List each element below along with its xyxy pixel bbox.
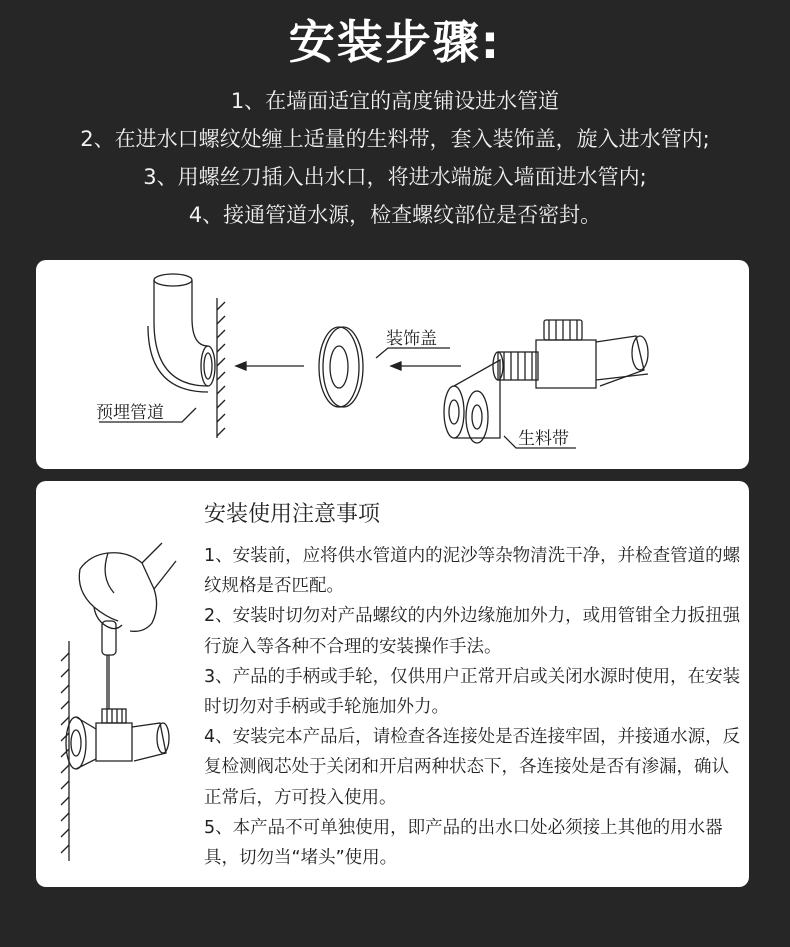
installation-diagram (36, 260, 749, 469)
precautions-panel (36, 481, 749, 887)
precaution-3: 3、产品的手柄或手轮，仅供用户正常开启或关闭水源时使用，在安装时切勿对手柄或手轮施加外力。 (204, 666, 741, 718)
page-title: 安装步骤: (288, 15, 502, 69)
step-1: 1、在墙面适宜的高度铺设进水管道 (230, 89, 560, 113)
step-2: 2、在进水口螺纹处缠上适量的生料带，套入装饰盖，旋入进水管内; (80, 127, 710, 151)
decorative-cover-icon (319, 327, 363, 407)
precaution-2: 2、安装时切勿对产品螺纹的内外边缘施加外力，或用管钳全力扳扭强行旋入等各种不合理的安装操作手法。 (204, 606, 741, 657)
hand-screwdriver-illustration (36, 481, 206, 887)
wall-hatch (217, 302, 225, 436)
screwdriver-icon (102, 621, 116, 709)
label-decorative-cover: 装饰盖 (386, 329, 437, 349)
label-tape: 生料带 (518, 429, 569, 449)
precautions-list (204, 541, 744, 873)
label-embedded-pipe: 预埋管道 (96, 403, 164, 423)
step-4: 4、接通管道水源，检查螺纹部位是否密封。 (188, 203, 602, 227)
elbow-pipe-icon (148, 274, 215, 392)
install-steps (0, 82, 790, 234)
precaution-5: 5、本产品不可单独使用，即产品的出水口处必须接上其他的用水器具，切勿当“堵头”使用。 (204, 817, 723, 869)
hand-icon (79, 543, 176, 631)
precautions-title: 安装使用注意事项 (204, 502, 381, 527)
precaution-1: 1、安装前，应将供水管道内的泥沙等杂物清洗干净，并检查管道的螺纹规格是否匹配。 (204, 546, 741, 597)
installation-diagram-panel (36, 260, 749, 469)
angle-valve-icon (66, 709, 169, 769)
tape-roll-icon (444, 360, 500, 443)
precaution-4: 4、安装完本产品后，请检查各连接处是否连接牢固，并接通水源，反复检测阀芯处于关闭和开启两种状态下，各连接处是否有渗漏，确认正常后，方可投入使用。 (204, 727, 741, 808)
angle-valve-icon (493, 320, 648, 388)
step-3: 3、用螺丝刀插入出水口，将进水端旋入墙面进水管内; (143, 165, 647, 189)
